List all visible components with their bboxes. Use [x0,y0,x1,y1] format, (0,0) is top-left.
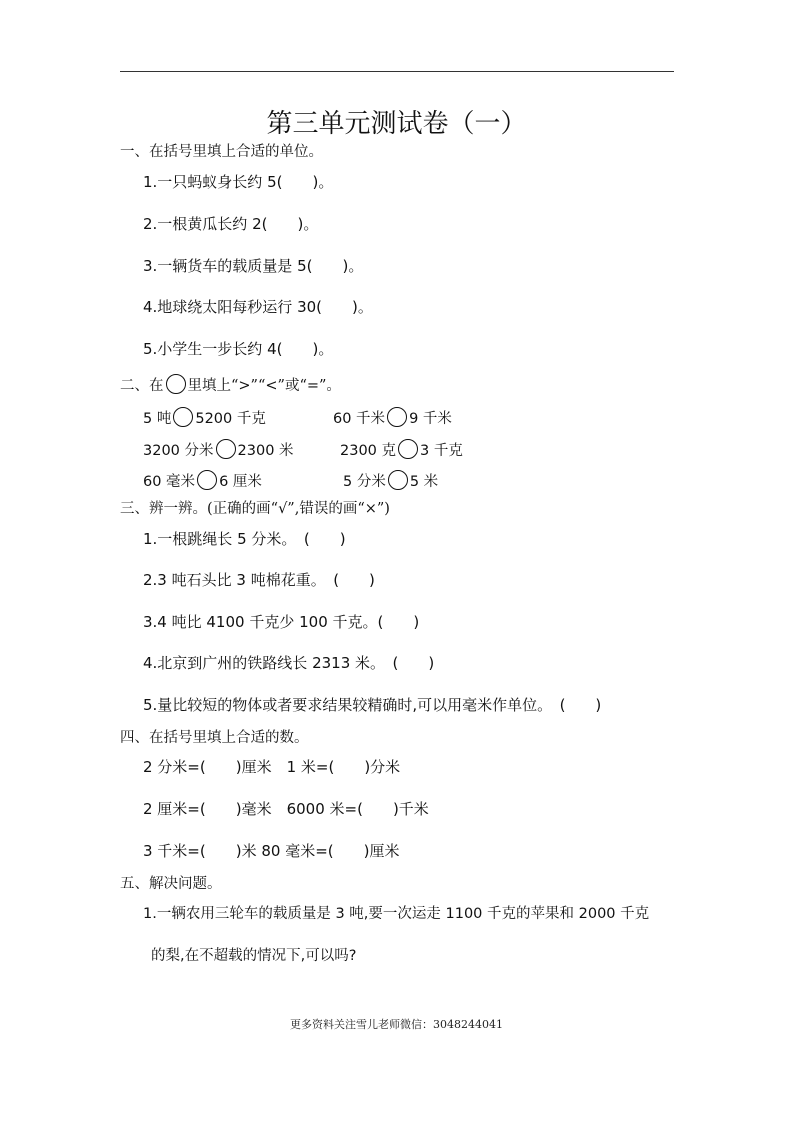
s2-r1-left-a: 5 吨 [143,411,172,427]
footer-note: 更多资料关注雪儿老师微信：3048244041 [290,1018,503,1031]
s2-row2-left [143,439,294,460]
page-title: 第三单元测试卷（一） [266,109,527,139]
s2-r2-right-b: 3 千克 [420,443,463,459]
s1-item-1: 1.一只蚂蚁身长约 5( )。 [143,173,334,191]
s4-item-3: 3 千米=( )米 80 毫米=( )厘米 [143,842,400,860]
compare-circle-icon[interactable] [387,407,407,427]
s4-item-2: 2 厘米=( )毫米 6000 米=( )千米 [143,800,429,818]
top-rule [120,71,674,72]
s3-item-5: 5.量比较短的物体或者要求结果较精确时,可以用毫米作单位。 ( ) [143,696,602,714]
compare-circle-icon[interactable] [197,470,217,490]
s5-problem-line1: 1.一辆农用三轮车的载质量是 3 吨,要一次运走 1100 千克的苹果和 2000 千克 [143,906,650,922]
section-5-heading: 五、解决问题。 [120,876,222,892]
s2-heading-post: 里填上“>”“<”或“=”。 [187,378,341,394]
s3-item-1: 1.一根跳绳长 5 分米。 ( ) [143,530,346,548]
s2-r2-right-a: 2300 克 [340,443,397,459]
s3-item-4: 4.北京到广州的铁路线长 2313 米。 ( ) [143,654,435,672]
s1-item-3: 3.一辆货车的载质量是 5( )。 [143,257,364,275]
s2-r3-left-b: 6 厘米 [219,474,262,490]
section-2-heading [120,374,341,395]
compare-circle-icon[interactable] [388,470,408,490]
s2-row2-right [340,439,463,460]
circle-icon [166,374,186,394]
s4-item-1: 2 分米=( )厘米 1 米=( )分米 [143,758,401,776]
s3-item-2: 2.3 吨石头比 3 吨棉花重。 ( ) [143,571,375,589]
s2-heading-pre: 二、在 [120,378,164,394]
s1-item-2: 2.一根黄瓜长约 2( )。 [143,215,319,233]
s2-r2-left-a: 3200 分米 [143,443,214,459]
compare-circle-icon[interactable] [216,439,236,459]
s2-row3-left [143,470,262,491]
compare-circle-icon[interactable] [398,439,418,459]
compare-circle-icon[interactable] [173,407,193,427]
s2-r1-right-b: 9 千米 [409,411,452,427]
s2-r3-right-a: 5 分米 [343,474,386,490]
section-1-heading: 一、在括号里填上合适的单位。 [120,144,323,160]
section-4-heading: 四、在括号里填上合适的数。 [120,730,309,746]
s1-item-5: 5.小学生一步长约 4( )。 [143,340,334,358]
s2-r3-right-b: 5 米 [409,474,439,490]
s2-r1-right-a: 60 千米 [333,411,386,427]
s2-r2-left-b: 2300 米 [237,443,294,459]
s2-row3-right [343,470,438,491]
s2-row1-right [333,407,452,428]
s1-item-4: 4.地球绕太阳每秒运行 30( )。 [143,298,373,316]
s3-item-3: 3.4 吨比 4100 千克少 100 千克。( ) [143,613,420,631]
section-3-heading: 三、辨一辨。(正确的画“√”,错误的画“×”) [120,501,390,517]
s5-problem-line2: 的梨,在不超载的情况下,可以吗? [151,948,357,964]
s2-r1-left-b: 5200 千克 [195,411,266,427]
s2-row1-left [143,407,266,428]
s2-r3-left-a: 60 毫米 [143,474,196,490]
